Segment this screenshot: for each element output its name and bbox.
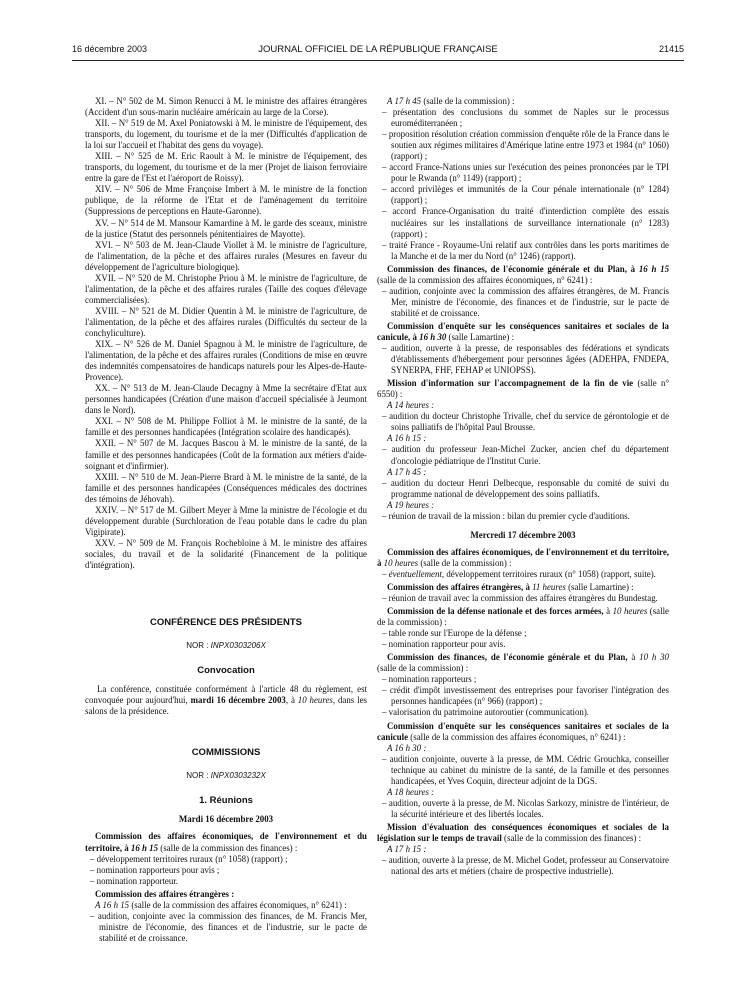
session-time: A 17 h 45 : xyxy=(387,466,427,477)
agenda-item-lead: éventuellement, xyxy=(388,568,445,579)
conference-nor xyxy=(85,640,367,651)
committee-time: 16 h 15 xyxy=(638,263,670,274)
session-blocks xyxy=(377,743,669,820)
reunions-title: 1. Réunions xyxy=(199,795,253,807)
agenda-item xyxy=(377,569,669,580)
committee-time: 10 h 30 xyxy=(639,652,669,663)
agenda-list xyxy=(377,343,669,376)
committee-time: 10 heures xyxy=(612,606,648,617)
committee-heading xyxy=(377,547,669,569)
committee-name: Commission des finances, de l'économie générale et du Plan, xyxy=(387,652,628,663)
committee-name: Commission des affaires économiques, de l'environnement et du territoire, à xyxy=(85,831,367,853)
agenda-item: – audition, conjointe avec la commission des finances, de M. Francis Mer, ministre de l'économie, des finances et de l'industrie, sur le pacte de stabilité et de croissance. xyxy=(85,911,367,944)
question-entry: XXII. – N° 507 de M. Jacques Bascou à M. le ministre de la santé, de la famille et des personnes handicapées (Coût de la formation aux métiers d'aide-soignant et d'infirmier). xyxy=(85,438,367,471)
agenda-item: – nomination rapporteurs pour avis ; xyxy=(85,865,367,876)
committee-name: Mission d'information sur l'accompagnement de la fin de vie xyxy=(387,378,634,389)
agenda-item: – nomination rapporteur pour avis. xyxy=(377,639,669,650)
question-entry: XVII. – N° 520 de M. Christophe Priou à M. le ministre de l'agriculture, de l'alimentation, de la pêche et des affaires rurales (Taille des coques d'élevage commercialisées). xyxy=(85,272,367,305)
header-title: JOURNAL OFFICIEL DE LA RÉPUBLIQUE FRANÇAISE xyxy=(258,44,498,55)
committee-name: Commission de la défense nationale et des forces armées, xyxy=(387,606,604,617)
agenda-list xyxy=(85,911,367,944)
agenda-item: – proposition résolution création commission d'enquête rôle de la France dans le soutien aux régimes militaires d'Amérique latine entre 1973 et 1984 (n° 1060) (rapport) ; xyxy=(377,129,669,162)
session-time: A 17 h 45 xyxy=(387,96,422,106)
header-page-number: 21415 xyxy=(658,44,684,54)
committee-name: Commission des affaires économiques, de l'environnement et du territoire, à xyxy=(377,546,669,568)
header-rule xyxy=(72,60,684,61)
committee-time: 10 heures xyxy=(383,557,419,568)
convocation-time: 10 heures, xyxy=(297,695,336,706)
committee-time: 11 heures xyxy=(532,581,566,592)
session-time: A 16 h 15 : xyxy=(387,433,427,444)
question-entry: XXIII. – N° 510 de M. Jean-Pierre Brard à M. le ministre de la santé, de la famille et des personnes handicapées (Conséquences médicales des doctrines des témoins de Jéhovah). xyxy=(85,471,367,504)
question-entry: XIX. – N° 526 de M. Daniel Spagnou à M. le ministre de l'agriculture, de l'alimentation, de la pêche et des affaires rurales (Conditions de mise en œuvre des indemnités compensatoires de handicaps naturels pour les Alpes-de-Haute-Provence). xyxy=(85,339,367,383)
question-entry: XVI. – N° 503 de M. Jean-Claude Viollet à M. le ministre de l'agriculture, de l'alimentation, de la pêche et des affaires rurales (Mesures en faveur du développement de l'agriculture biologique). xyxy=(85,239,367,272)
agenda-item: – table ronde sur l'Europe de la défense ; xyxy=(377,628,669,639)
agenda-item: – crédit d'impôt investissement des entreprises pour favoriser l'intégration des personnes handicapées (n° 966) (rapport) ; xyxy=(377,685,669,707)
session-blocks xyxy=(377,400,669,522)
committee-location: (salle de la commission) : xyxy=(418,557,512,568)
convocation-date: mardi 16 décembre 2003 xyxy=(190,695,286,706)
day-heading: Mardi 16 décembre 2003 xyxy=(178,814,274,825)
agenda-item: – accord privilèges et immunités de la Cour pénale internationale (n° 1284) (rapport) ; xyxy=(377,184,669,206)
session-time: A 14 heures : xyxy=(387,400,435,411)
committee-heading xyxy=(377,321,669,343)
committee-name: Commission d'enquête sur les conséquences sanitaires et sociales de la canicule xyxy=(377,720,669,742)
committee-sep: à xyxy=(603,606,613,617)
agenda-item: – audition conjointe, ouverte à la presse, de MM. Cédric Grouchka, conseiller technique au cabinet du ministre de la santé, de la famille et des personnes handicapées, et Yves Coquin, directeur adjoint de la DGS. xyxy=(377,754,669,787)
agenda-list xyxy=(85,854,367,887)
session-location: (salle de la commission des affaires économiques, n° 6241) : xyxy=(129,899,347,910)
agenda-list xyxy=(377,628,669,650)
commissions-nor xyxy=(85,770,367,781)
committee-name: Mission d'évaluation des conséquences économiques et sociales de la législation sur le temps de travail xyxy=(377,821,669,843)
committee-heading xyxy=(377,652,669,674)
committee-sep: à xyxy=(627,652,640,663)
committee-location: (salle de la commission des finances) : xyxy=(501,833,642,843)
question-entry: XI. – N° 502 de M. Simon Renucci à M. le ministre des affaires étrangères (Accident d'un sous-marin nucléaire américain au large de la Corse). xyxy=(85,96,367,118)
question-entry: XXV. – N° 509 de M. François Rochebloine à M. le ministre des affaires sociales, du travail et de la solidarité (Financement de la politique d'intégration). xyxy=(85,537,367,570)
session-time: A 17 h 15 : xyxy=(387,844,427,855)
agenda-item: – audition, ouverte à la presse, de M. Michel Godet, professeur au Conservatoire national des arts et métiers (chaire de prospective industrielle). xyxy=(377,855,669,877)
question-entry: XIII. – N° 525 de M. Eric Raoult à M. le ministre de l'équipement, des transports, du logement, du tourisme et de la mer (Projet de liaison ferroviaire entre la gare de l'Est et l'aéroport de Roissy). xyxy=(85,151,367,184)
committee-name: Commission d'enquête sur les conséquences sanitaires et sociales de la canicule, à xyxy=(377,320,669,342)
question-entry: XX. – N° 513 de M. Jean-Claude Decagny à Mme la secrétaire d'Etat aux personnes handicapées (Création d'une maison d'accueil spécialisée à Jeumont dans le Nord). xyxy=(85,383,367,416)
committee-location: (salle Lamartine) : xyxy=(565,581,634,592)
committee-heading xyxy=(377,606,669,628)
agenda-item: – audition du docteur Christophe Trivalle, chef du service de gérontologie et de soins palliatifs de l'hôpital Paul Brousse. xyxy=(377,411,669,433)
nor-label: NOR : xyxy=(186,641,209,651)
committee-location: (salle de la commission) : xyxy=(377,606,669,628)
session xyxy=(85,900,367,911)
commissions-title: COMMISSIONS xyxy=(191,747,261,759)
convocation-text-a: La conférence, constituée conformément à l'article 48 du règlement, est convoquée pour aujourd'hui, xyxy=(85,684,367,706)
agenda-item: – réunion de travail avec la commission des affaires étrangères du Bundestag. xyxy=(377,593,669,604)
convocation-text-c: , à xyxy=(285,695,298,706)
committee-location: (salle de la commission des affaires économiques, n° 6241) : xyxy=(408,731,626,742)
committee-name: Commission des affaires étrangères, à xyxy=(387,581,533,592)
session-time: A 16 h 30 : xyxy=(387,742,427,753)
committee-location: (salle Lamartine) : xyxy=(446,331,515,342)
question-entry: XV. – N° 514 de M. Mansour Kamardine à M. le garde des sceaux, ministre de la justice (Statut des personnels pénitentiaires de Mayotte). xyxy=(85,217,367,239)
question-entry: XIV. – N° 506 de Mme Françoise Imbert à M. le ministre de la fonction publique, de la réforme de l'Etat et de l'aménagement du territoire (Suppressions de perceptions en Haute-Garonne). xyxy=(85,184,367,217)
agenda-item: – accord France-Organisation du traité d'interdiction complète des essais nucléaires sur les installations de surveillance internationale (n° 1283) (rapport) ; xyxy=(377,206,669,239)
session-time: A 16 h 15 xyxy=(95,899,130,910)
committee-time: 16 h 15 xyxy=(130,842,159,853)
session-time: A 19 heures : xyxy=(387,499,435,510)
committee-name: Commission des finances, de l'économie générale et du Plan, à xyxy=(387,263,639,274)
agenda-list xyxy=(377,286,669,319)
header-date: 16 décembre 2003 xyxy=(72,44,148,54)
agenda-item: – valorisation du patrimoine autoroutier (communication). xyxy=(377,707,669,718)
committee-time: 16 h 30 xyxy=(419,331,447,342)
committee-location: (salle de la commission des affaires économiques, n° 6241) : xyxy=(377,274,593,285)
question-entry: XII. – N° 519 de M. Axel Poniatowski à M. le ministre de l'équipement, des transports, du logement, du tourisme et de la mer (Difficultés d'application de la loi sur l'accueil et l'habitat des gens du voyage). xyxy=(85,118,367,151)
agenda-item: – audition du professeur Jean-Michel Zucker, ancien chef du département d'oncologie pédiatrique de l'Institut Curie. xyxy=(377,444,669,466)
committee-heading xyxy=(85,831,367,853)
agenda-item: – réunion de travail de la mission : bilan du premier cycle d'auditions. xyxy=(377,511,669,522)
committee-heading: Commission des affaires étrangères : xyxy=(95,888,235,899)
agenda-item: – audition, ouverte à la presse, de M. Nicolas Sarkozy, ministre de l'intérieur, de la sécurité intérieure et des libertés locales. xyxy=(377,798,669,820)
day-heading: Mercredi 17 décembre 2003 xyxy=(470,529,576,540)
nor-code: INPX0303206X xyxy=(210,641,266,651)
nor-code: INPX0303232X xyxy=(210,771,266,781)
committee-heading xyxy=(377,721,669,743)
page-header xyxy=(72,44,684,58)
nor-label: NOR : xyxy=(186,771,209,781)
question-entry: XXIV. – N° 517 de M. Gilbert Meyer à Mme la ministre de l'écologie et du développement durable (Surchloration de l'eau potable dans le cadre du plan Vigipirate). xyxy=(85,504,367,537)
convocation-text xyxy=(85,684,367,717)
session xyxy=(377,96,669,107)
agenda-list xyxy=(377,674,669,718)
committee-location: (salle de la commission) : xyxy=(377,663,469,674)
committee-heading xyxy=(377,822,669,844)
agenda-item: – audition du docteur Henri Delbecque, responsable du comité de suivi du programme national de développement des soins palliatifs. xyxy=(377,478,669,500)
committee-heading xyxy=(377,378,669,400)
agenda-list xyxy=(377,593,669,604)
right-column xyxy=(377,96,669,877)
question-entry: XVIII. – N° 521 de M. Didier Quentin à M. le ministre de l'agriculture, de l'alimentation, de la pêche et des affaires rurales (Difficultés du secteur de la conchyliculture). xyxy=(85,305,367,338)
committee-heading xyxy=(377,582,669,593)
conference-title: CONFÉRENCE DES PRÉSIDENTS xyxy=(149,617,303,629)
agenda-item: – nomination rapporteurs ; xyxy=(377,674,669,685)
committee-location: (salle de la commission des finances) : xyxy=(158,842,298,853)
committee-location: (salle n° 6550) : xyxy=(377,378,669,400)
committee-heading xyxy=(377,264,669,286)
agenda-list xyxy=(377,107,669,262)
agenda-item: – présentation des conclusions du sommet de Naples sur le processus euroméditerranéen ; xyxy=(377,107,669,129)
session-time: A 18 heures : xyxy=(387,786,435,797)
convocation-title: Convocation xyxy=(197,665,255,677)
agenda-item: – nomination rapporteur. xyxy=(85,876,367,887)
agenda-item: – développement territoires ruraux (n° 1058) (rapport) ; xyxy=(85,854,367,865)
agenda-item: – audition, conjointe avec la commission des affaires étrangères, de M. Francis Mer, ministre de l'économie, des finances et de l'industrie, sur le pacte de stabilité et de croissance. xyxy=(377,286,669,319)
question-entry: XXI. – N° 508 de M. Philippe Folliot à M. le ministre de la santé, de la famille et des personnes handicapées (Intégration scolaire des handicapés). xyxy=(85,416,367,438)
question-list xyxy=(85,96,367,571)
agenda-item-text: développement territoires ruraux (n° 1058) (rapport, suite). xyxy=(444,568,656,579)
convocation-text-e: dans les salons de la présidence. xyxy=(85,695,367,717)
session-location: (salle de la commission) : xyxy=(421,96,515,106)
agenda-item: – audition, ouverte à la presse, de responsables des fédérations et syndicats d'établissements d'hébergement pour personnes âgées (ADEHPA, FNDEPA, SYNERPA, FHF, FEHAP et UNIOPSS). xyxy=(377,343,669,376)
left-column xyxy=(85,96,367,944)
agenda-item: – accord France-Nations unies sur l'exécution des peines prononcées par le TPI pour le Rwanda (n° 1149) (rapport) ; xyxy=(377,162,669,184)
agenda-item: – traité France - Royaume-Uni relatif aux contrôles dans les ports maritimes de la Manche et de la mer du Nord (n° 1246) (rapport). xyxy=(377,240,669,262)
